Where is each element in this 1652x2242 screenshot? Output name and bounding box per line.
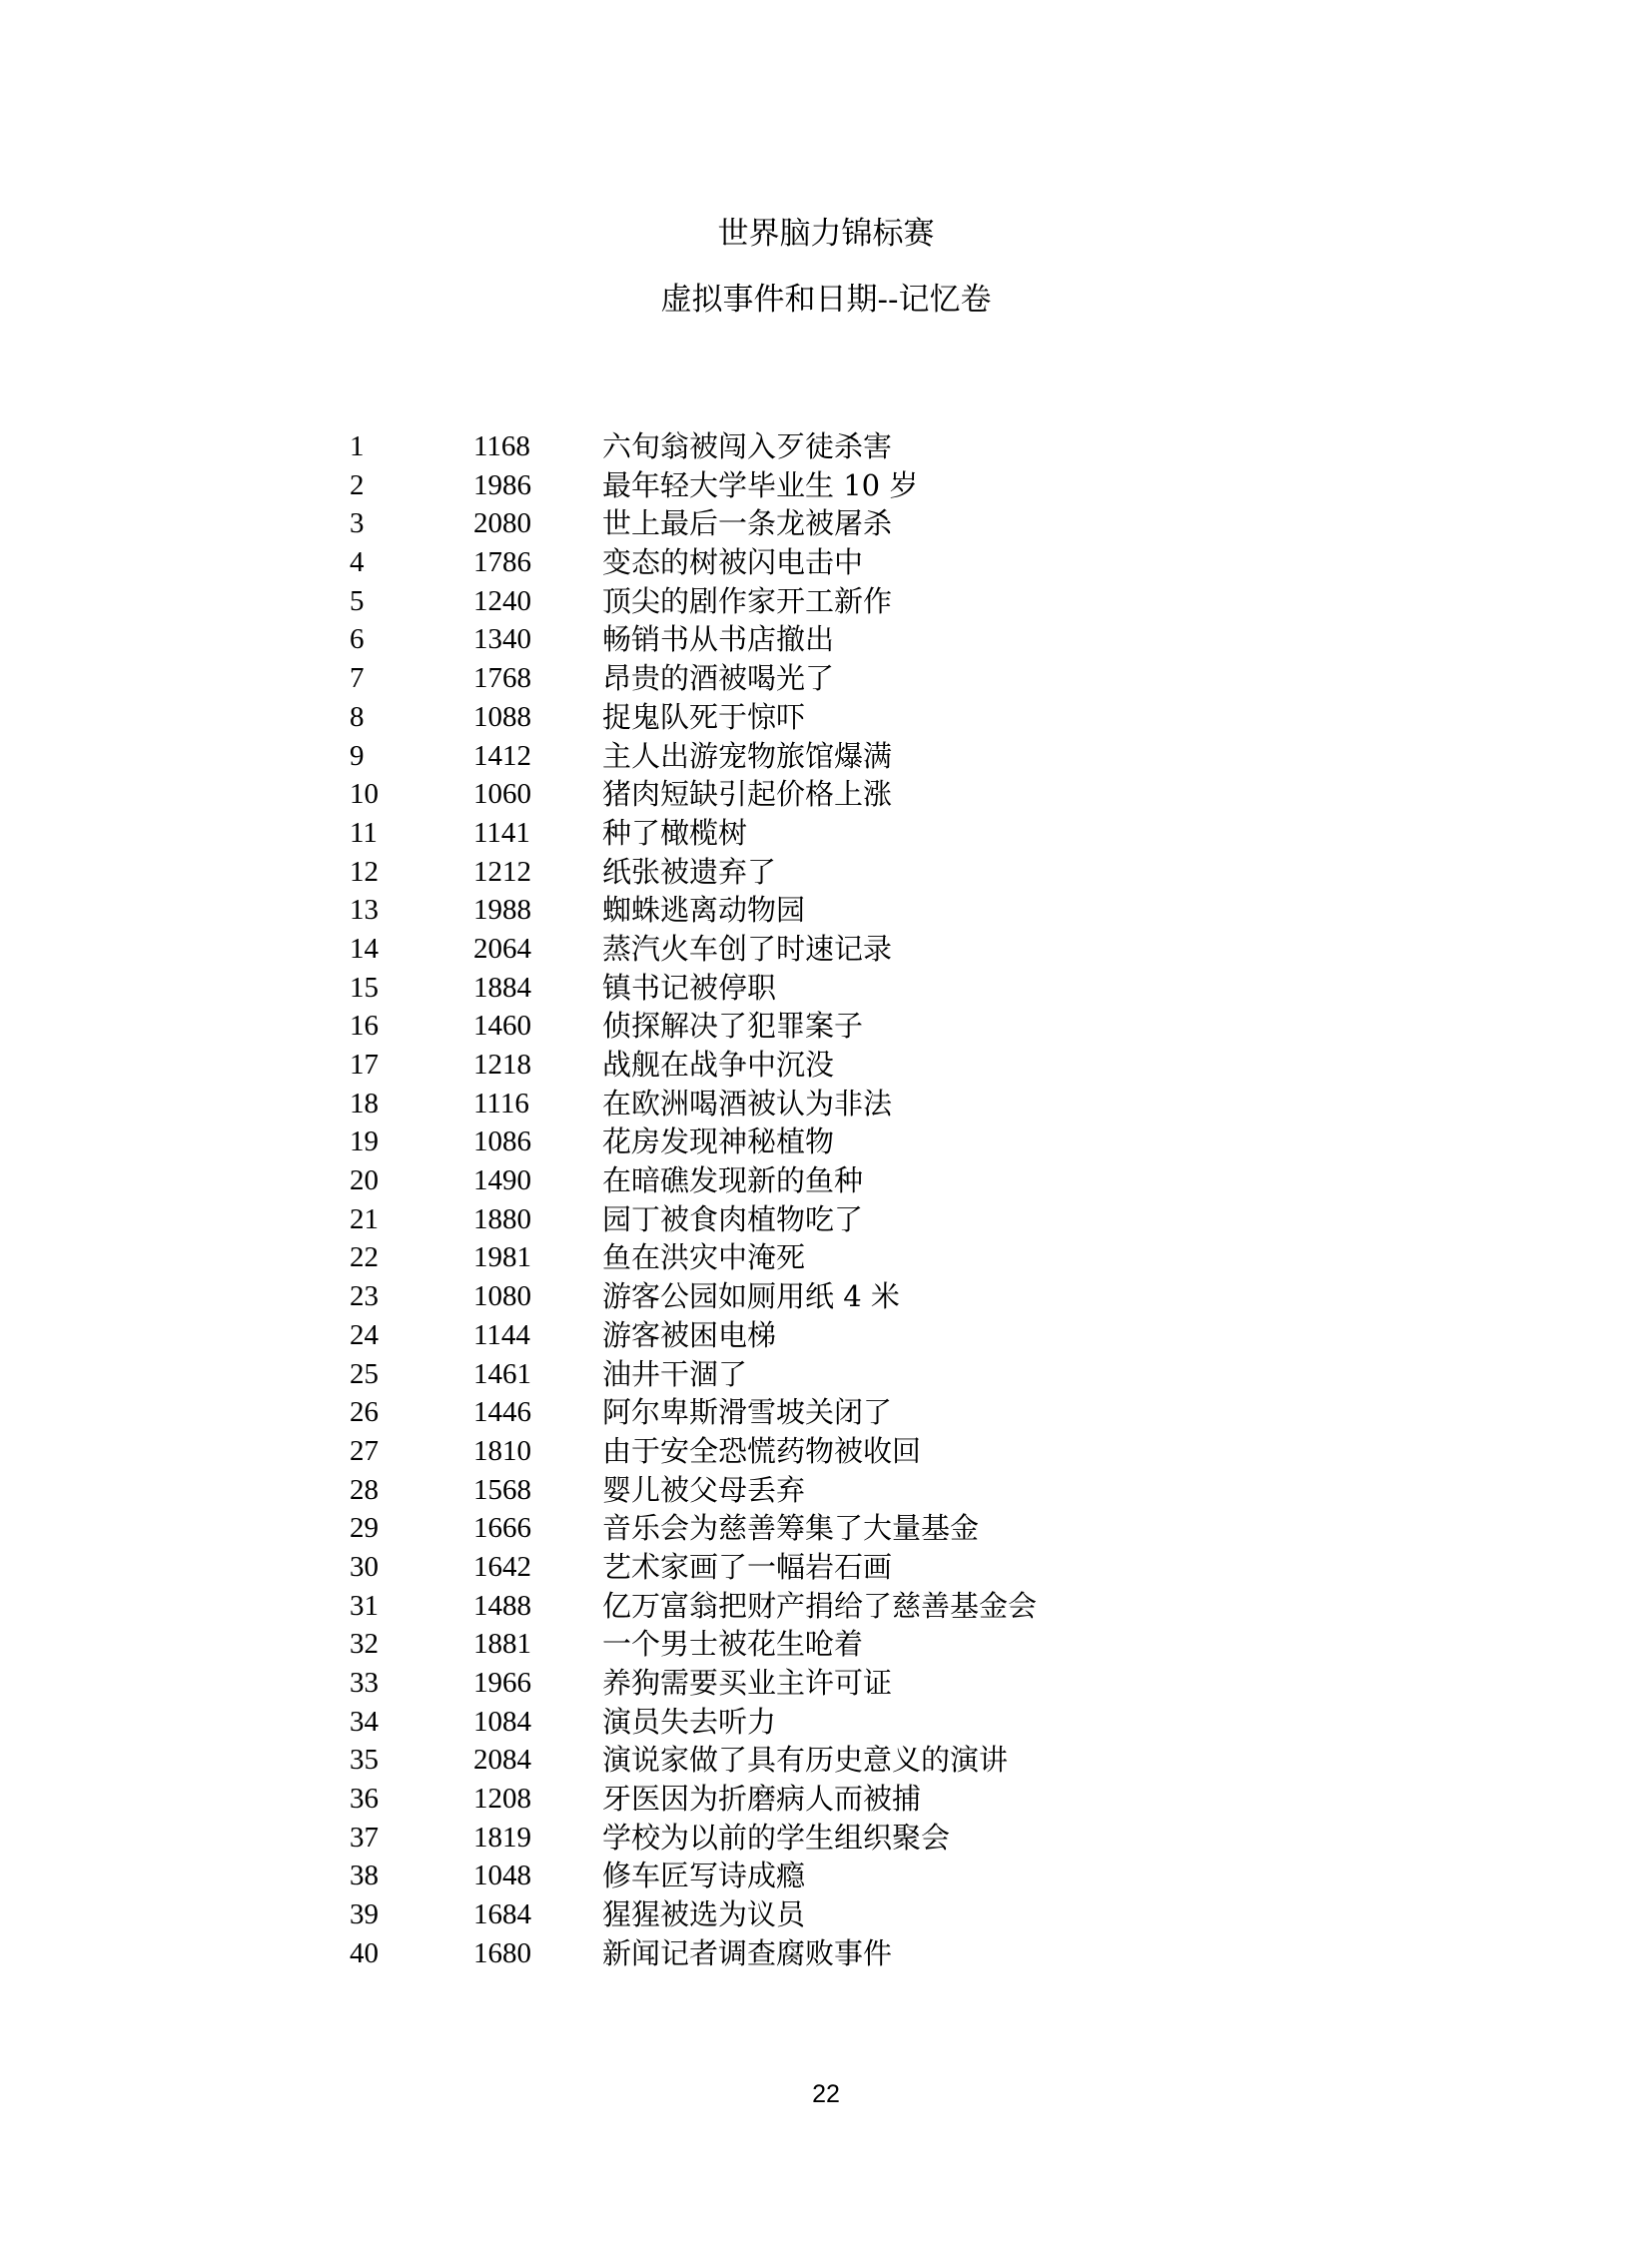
entry-number: 3 — [350, 507, 365, 540]
entry-number: 24 — [350, 1318, 379, 1351]
entry-event: 昂贵的酒被喝光了 — [602, 661, 835, 696]
entry-event: 养狗需要买业主许可证 — [602, 1666, 893, 1700]
entry-year: 1666 — [473, 1512, 531, 1545]
entry-event: 油井干涸了 — [602, 1356, 748, 1391]
list-item — [350, 1625, 1248, 1664]
entry-event: 猪肉短缺引起价格上涨 — [602, 777, 893, 812]
entry-number: 38 — [350, 1860, 379, 1892]
entry-year: 1884 — [473, 971, 531, 1004]
entry-event: 捉鬼队死于惊吓 — [602, 699, 806, 734]
entry-year: 1786 — [473, 546, 531, 579]
entry-event: 修车匠写诗成瘾 — [602, 1859, 806, 1893]
entry-number: 28 — [350, 1473, 379, 1506]
entry-year: 1981 — [473, 1241, 531, 1274]
entry-year: 1168 — [473, 430, 530, 462]
entry-year: 1819 — [473, 1821, 531, 1854]
entry-number: 39 — [350, 1898, 379, 1931]
entry-event: 战舰在战争中沉没 — [602, 1048, 835, 1082]
entry-number: 36 — [350, 1783, 379, 1816]
entry-year: 1461 — [473, 1357, 531, 1390]
list-item — [350, 1741, 1248, 1780]
entry-event: 游客公园如厕用纸 4 米 — [602, 1279, 900, 1314]
document-title: 世界脑力锦标赛 — [717, 216, 935, 252]
list-item — [350, 1316, 1248, 1355]
entry-event: 畅销书从书店撤出 — [602, 622, 835, 657]
list-item — [350, 1355, 1248, 1394]
entry-number: 40 — [350, 1936, 379, 1969]
entry-year: 1881 — [473, 1628, 531, 1661]
entry-number: 21 — [350, 1202, 379, 1235]
entry-number: 22 — [350, 1241, 379, 1274]
entry-event: 演员失去听力 — [602, 1704, 777, 1739]
entry-number: 4 — [350, 546, 365, 579]
entry-year: 1080 — [473, 1280, 531, 1313]
entry-event: 新闻记者调查腐败事件 — [602, 1935, 893, 1970]
entry-number: 8 — [350, 700, 365, 733]
entry-year: 1141 — [473, 816, 530, 849]
entry-number: 18 — [350, 1087, 379, 1120]
entry-year: 1086 — [473, 1125, 531, 1158]
entry-year: 1060 — [473, 778, 531, 811]
entry-year: 1208 — [473, 1783, 531, 1816]
entry-year: 1412 — [473, 739, 531, 772]
entry-year: 1116 — [473, 1087, 529, 1120]
entry-year: 1966 — [473, 1667, 531, 1699]
entry-event: 变态的树被闪电击中 — [602, 545, 864, 580]
entry-event: 园丁被食肉植物吃了 — [602, 1201, 864, 1236]
entry-event: 游客被困电梯 — [602, 1317, 777, 1352]
entry-year: 2064 — [473, 932, 531, 965]
entry-year: 1212 — [473, 855, 531, 888]
entry-year: 1240 — [473, 584, 531, 617]
entry-event: 鱼在洪灾中淹死 — [602, 1240, 806, 1275]
list-item — [350, 1122, 1248, 1161]
list-item — [350, 698, 1248, 737]
list-item — [350, 1393, 1248, 1432]
entry-number: 30 — [350, 1550, 379, 1583]
entry-event: 蒸汽火车创了时速记录 — [602, 931, 893, 966]
entry-event: 阿尔卑斯滑雪坡关闭了 — [602, 1395, 893, 1430]
list-item — [350, 1471, 1248, 1510]
entry-number: 14 — [350, 932, 379, 965]
entry-year: 1684 — [473, 1898, 531, 1931]
entry-event: 顶尖的剧作家开工新作 — [602, 583, 893, 618]
entry-year: 1490 — [473, 1164, 531, 1197]
entry-number: 32 — [350, 1628, 379, 1661]
entry-number: 5 — [350, 584, 365, 617]
entry-year: 1568 — [473, 1473, 531, 1506]
entry-number: 12 — [350, 855, 379, 888]
entry-event: 镇书记被停职 — [602, 970, 777, 1005]
entry-event: 学校为以前的学生组织聚会 — [602, 1820, 951, 1855]
entry-number: 10 — [350, 778, 379, 811]
entry-number: 19 — [350, 1125, 379, 1158]
entry-year: 2084 — [473, 1744, 531, 1777]
entry-year: 1810 — [473, 1434, 531, 1467]
list-item — [350, 737, 1248, 776]
event-date-list — [350, 427, 1248, 1973]
entry-number: 9 — [350, 739, 365, 772]
entry-event: 纸张被遗弃了 — [602, 854, 777, 889]
list-item — [350, 814, 1248, 853]
entry-number: 16 — [350, 1010, 379, 1043]
list-item — [350, 1664, 1248, 1703]
entry-year: 1088 — [473, 700, 531, 733]
entry-event: 蜘蛛逃离动物园 — [602, 893, 806, 928]
entry-event: 花房发现神秘植物 — [602, 1124, 835, 1159]
list-item — [350, 1587, 1248, 1626]
list-item — [350, 659, 1248, 698]
list-item — [350, 1819, 1248, 1858]
list-item — [350, 1007, 1248, 1046]
entry-number: 29 — [350, 1512, 379, 1545]
entry-year: 1768 — [473, 662, 531, 695]
list-item — [350, 582, 1248, 621]
entry-number: 20 — [350, 1164, 379, 1197]
entry-event: 六旬翁被闯入歹徒杀害 — [602, 429, 893, 463]
entry-number: 37 — [350, 1821, 379, 1854]
list-item — [350, 1895, 1248, 1934]
list-item — [350, 1780, 1248, 1819]
entry-year: 1642 — [473, 1550, 531, 1583]
entry-number: 33 — [350, 1667, 379, 1699]
list-item — [350, 1703, 1248, 1742]
list-item — [350, 1857, 1248, 1895]
entry-event: 演说家做了具有历史意义的演讲 — [602, 1743, 1009, 1778]
entry-number: 26 — [350, 1396, 379, 1429]
entry-event: 侦探解决了犯罪案子 — [602, 1009, 864, 1044]
list-item — [350, 466, 1248, 505]
entry-event: 音乐会为慈善筹集了大量基金 — [602, 1511, 980, 1546]
list-item — [350, 1509, 1248, 1548]
list-item — [350, 543, 1248, 582]
entry-event: 种了橄榄树 — [602, 815, 748, 850]
entry-year: 1446 — [473, 1396, 531, 1429]
page-number: 22 — [812, 2080, 840, 2108]
entry-number: 17 — [350, 1049, 379, 1081]
entry-number: 35 — [350, 1744, 379, 1777]
entry-event: 牙医因为折磨病人而被捕 — [602, 1782, 922, 1817]
list-item — [350, 1934, 1248, 1973]
entry-year: 1680 — [473, 1936, 531, 1969]
entry-number: 34 — [350, 1705, 379, 1738]
entry-event: 主人出游宠物旅馆爆满 — [602, 738, 893, 773]
entry-number: 25 — [350, 1357, 379, 1390]
list-item — [350, 1161, 1248, 1200]
list-item — [350, 930, 1248, 969]
entry-event: 由于安全恐慌药物被收回 — [602, 1433, 922, 1468]
list-item — [350, 853, 1248, 892]
entry-event: 猩猩被选为议员 — [602, 1897, 806, 1932]
entry-year: 1460 — [473, 1010, 531, 1043]
entry-year: 1048 — [473, 1860, 531, 1892]
entry-event: 在欧洲喝酒被认为非法 — [602, 1086, 893, 1121]
document-subtitle: 虚拟事件和日期--记忆卷 — [660, 282, 992, 318]
list-item — [350, 427, 1248, 466]
entry-event: 一个男士被花生呛着 — [602, 1627, 864, 1662]
list-item — [350, 1085, 1248, 1123]
entry-event: 在暗礁发现新的鱼种 — [602, 1163, 864, 1198]
entry-number: 31 — [350, 1589, 379, 1622]
list-item — [350, 620, 1248, 659]
entry-number: 11 — [350, 816, 378, 849]
list-item — [350, 1238, 1248, 1277]
entry-event: 亿万富翁把财产捐给了慈善基金会 — [602, 1588, 1038, 1623]
entry-number: 6 — [350, 623, 365, 656]
list-item — [350, 504, 1248, 543]
entry-year: 1218 — [473, 1049, 531, 1081]
entry-number: 23 — [350, 1280, 379, 1313]
list-item — [350, 1200, 1248, 1239]
list-item — [350, 891, 1248, 930]
entry-number: 1 — [350, 430, 365, 462]
entry-number: 15 — [350, 971, 379, 1004]
list-item — [350, 1548, 1248, 1587]
entry-number: 13 — [350, 894, 379, 927]
entry-year: 2080 — [473, 507, 531, 540]
list-item — [350, 969, 1248, 1008]
entry-year: 1988 — [473, 894, 531, 927]
list-item — [350, 775, 1248, 814]
entry-number: 7 — [350, 662, 365, 695]
entry-year: 1880 — [473, 1202, 531, 1235]
entry-event: 艺术家画了一幅岩石画 — [602, 1549, 893, 1584]
list-item — [350, 1432, 1248, 1471]
entry-year: 1340 — [473, 623, 531, 656]
entry-event: 世上最后一条龙被屠杀 — [602, 506, 893, 541]
entry-number: 27 — [350, 1434, 379, 1467]
list-item — [350, 1046, 1248, 1085]
list-item — [350, 1277, 1248, 1316]
entry-year: 1144 — [473, 1318, 530, 1351]
entry-year: 1986 — [473, 468, 531, 501]
entry-year: 1084 — [473, 1705, 531, 1738]
entry-number: 2 — [350, 468, 365, 501]
entry-event: 最年轻大学毕业生 10 岁 — [602, 467, 919, 502]
entry-year: 1488 — [473, 1589, 531, 1622]
entry-event: 婴儿被父母丢弃 — [602, 1472, 806, 1507]
